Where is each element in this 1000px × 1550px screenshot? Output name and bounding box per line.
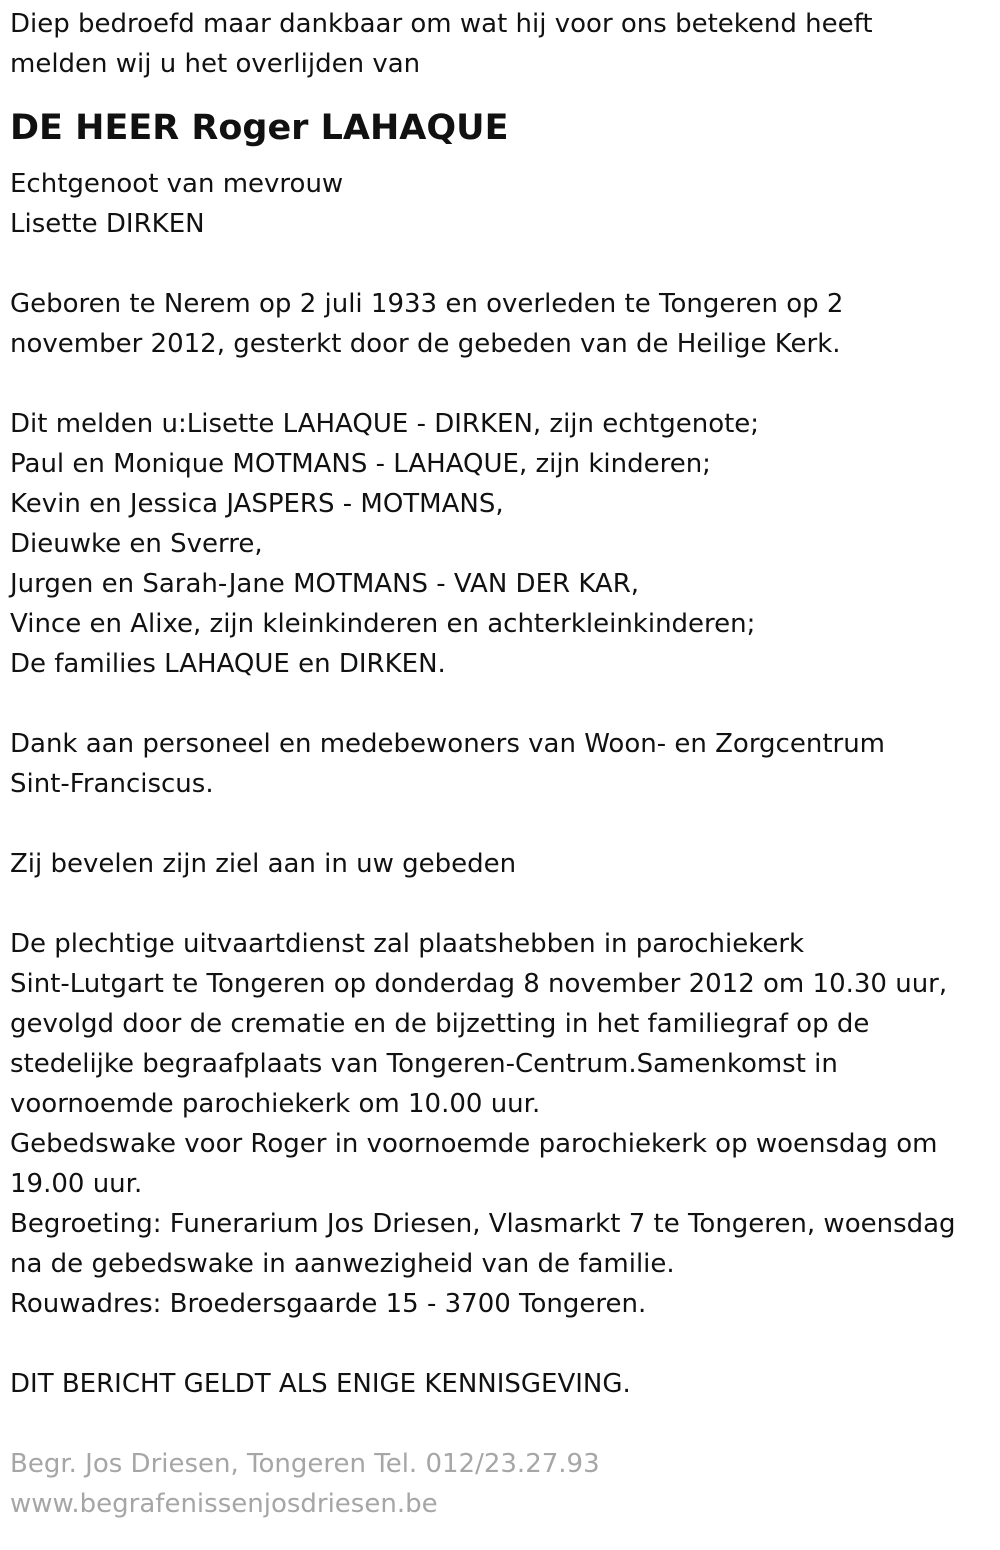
ceremony-section bbox=[10, 924, 990, 1324]
thanks-section bbox=[10, 724, 990, 804]
undertaker-contact: Begr. Jos Driesen, Tongeren Tel. 012/23.27.93 bbox=[10, 1449, 600, 1479]
thanks-line: Dank aan personeel en medebewoners van Woon- en Zorgcentrum bbox=[10, 729, 886, 759]
spouse-line: Lisette DIRKEN bbox=[10, 209, 205, 239]
ceremony-line: 19.00 uur. bbox=[10, 1169, 143, 1199]
ceremony-line: Gebedswake voor Roger in voornoemde parochiekerk op woensdag om bbox=[10, 1129, 938, 1159]
family-line: Dit melden u:Lisette LAHAQUE - DIRKEN, zijn echtgenote; bbox=[10, 409, 760, 439]
family-line: Dieuwke en Sverre, bbox=[10, 529, 263, 559]
ceremony-line: Rouwadres: Broedersgaarde 15 - 3700 Tongeren. bbox=[10, 1289, 647, 1319]
spouse-line: Echtgenoot van mevrouw bbox=[10, 169, 344, 199]
intro-line: melden wij u het overlijden van bbox=[10, 49, 421, 79]
notice-line: DIT BERICHT GELDT ALS ENIGE KENNISGEVING. bbox=[10, 1369, 631, 1399]
spouse-section bbox=[10, 164, 990, 244]
spacer bbox=[10, 804, 990, 844]
undertaker-website: www.begrafenissenjosdriesen.be bbox=[10, 1489, 438, 1519]
ceremony-line: stedelijke begraafplaats van Tongeren-Centrum.Samenkomst in bbox=[10, 1049, 838, 1079]
spacer bbox=[10, 244, 990, 284]
birth-death-line: Geboren te Nerem op 2 juli 1933 en overleden te Tongeren op 2 bbox=[10, 289, 844, 319]
ceremony-line: voornoemde parochiekerk om 10.00 uur. bbox=[10, 1089, 541, 1119]
ceremony-line: gevolgd door de crematie en de bijzetting in het familiegraf op de bbox=[10, 1009, 870, 1039]
spacer bbox=[10, 684, 990, 724]
ceremony-line: na de gebedswake in aanwezigheid van de familie. bbox=[10, 1249, 675, 1279]
spacer bbox=[10, 1324, 990, 1364]
family-line: De families LAHAQUE en DIRKEN. bbox=[10, 649, 446, 679]
intro-section bbox=[10, 4, 990, 84]
ceremony-line: De plechtige uitvaartdienst zal plaatshebben in parochiekerk bbox=[10, 929, 805, 959]
ceremony-line: Sint-Lutgart te Tongeren op donderdag 8 november 2012 om 10.30 uur, bbox=[10, 969, 948, 999]
family-line: Jurgen en Sarah-Jane MOTMANS - VAN DER KAR, bbox=[10, 569, 640, 599]
obituary-notice bbox=[10, 4, 990, 1524]
intro-line: Diep bedroefd maar dankbaar om wat hij voor ons betekend heeft bbox=[10, 9, 873, 39]
prayer-line: Zij bevelen zijn ziel aan in uw gebeden bbox=[10, 849, 517, 879]
family-line: Kevin en Jessica JASPERS - MOTMANS, bbox=[10, 489, 504, 519]
family-line: Vince en Alixe, zijn kleinkinderen en achterkleinkinderen; bbox=[10, 609, 756, 639]
ceremony-line: Begroeting: Funerarium Jos Driesen, Vlasmarkt 7 te Tongeren, woensdag bbox=[10, 1209, 956, 1239]
spacer bbox=[10, 884, 990, 924]
birth-death-section bbox=[10, 284, 990, 364]
family-line: Paul en Monique MOTMANS - LAHAQUE, zijn kinderen; bbox=[10, 449, 711, 479]
birth-death-line: november 2012, gesterkt door de gebeden van de Heilige Kerk. bbox=[10, 329, 841, 359]
thanks-line: Sint-Franciscus. bbox=[10, 769, 214, 799]
footer bbox=[10, 1444, 990, 1524]
family-section bbox=[10, 404, 990, 684]
spacer bbox=[10, 1404, 990, 1444]
spacer bbox=[10, 364, 990, 404]
deceased-name: DE HEER Roger LAHAQUE bbox=[10, 108, 509, 148]
